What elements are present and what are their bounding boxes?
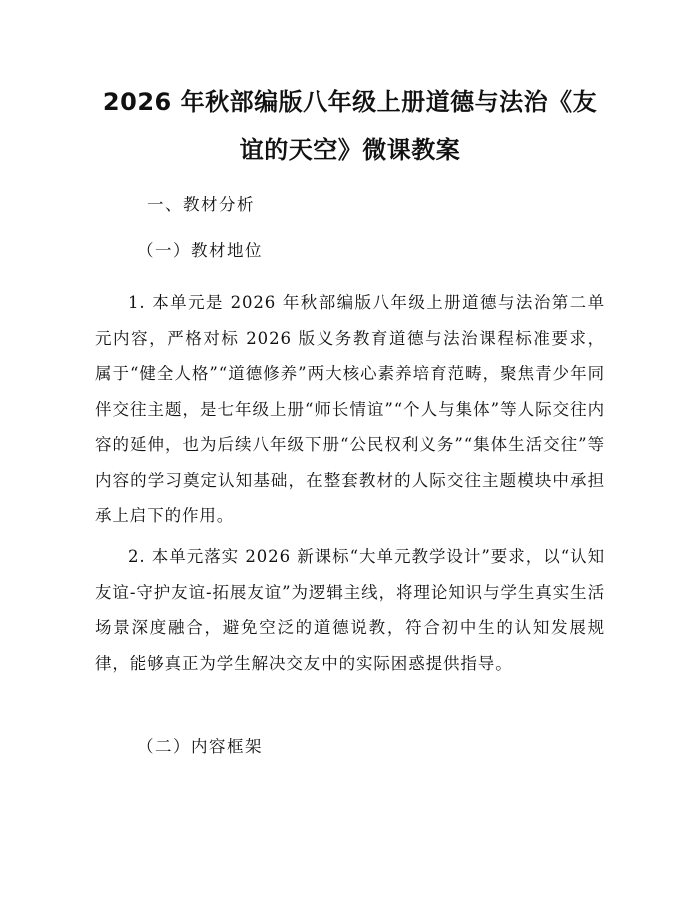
section-heading-textbook-analysis: 一、教材分析 [147, 195, 255, 214]
paragraph-unit-position: 1. 本单元是 2026 年秋部编版八年级上册道德与法治第二单元内容，严格对标 2026 版义务教育道德与法治课程标准要求，属于“健全人格”“道德修养”两大核心素养培育范畴，聚焦青少年同伴交往主题，是七年级上册“师长情谊”“个人与集体”等人际交往内容的延伸，也为后续八年级下册“公民权利义务”“集体生活交往”等内容的学习奠定认知基础，在整套教材的人际交往主题模块中承担承上启下的作用。 [95, 293, 605, 525]
document-title [95, 78, 605, 174]
subsection-heading-content-framework: （二）内容框架 [137, 737, 263, 756]
title-line-2: 谊的天空》微课教案 [239, 136, 461, 164]
subsection-heading-textbook-position: （一）教材地位 [137, 241, 263, 260]
paragraph-unit-design: 2. 本单元落实 2026 新课标“大单元教学设计”要求，以“认知友谊-守护友谊-拓展友谊”为逻辑主线，将理论知识与学生真实生活场景深度融合，避免空泛的道德说教，符合初中生的认知发展规律，能够真正为学生解决交友中的实际困惑提供指导。 [95, 547, 605, 673]
title-line-1: 2026 年秋部编版八年级上册道德与法治《友 [102, 88, 598, 116]
